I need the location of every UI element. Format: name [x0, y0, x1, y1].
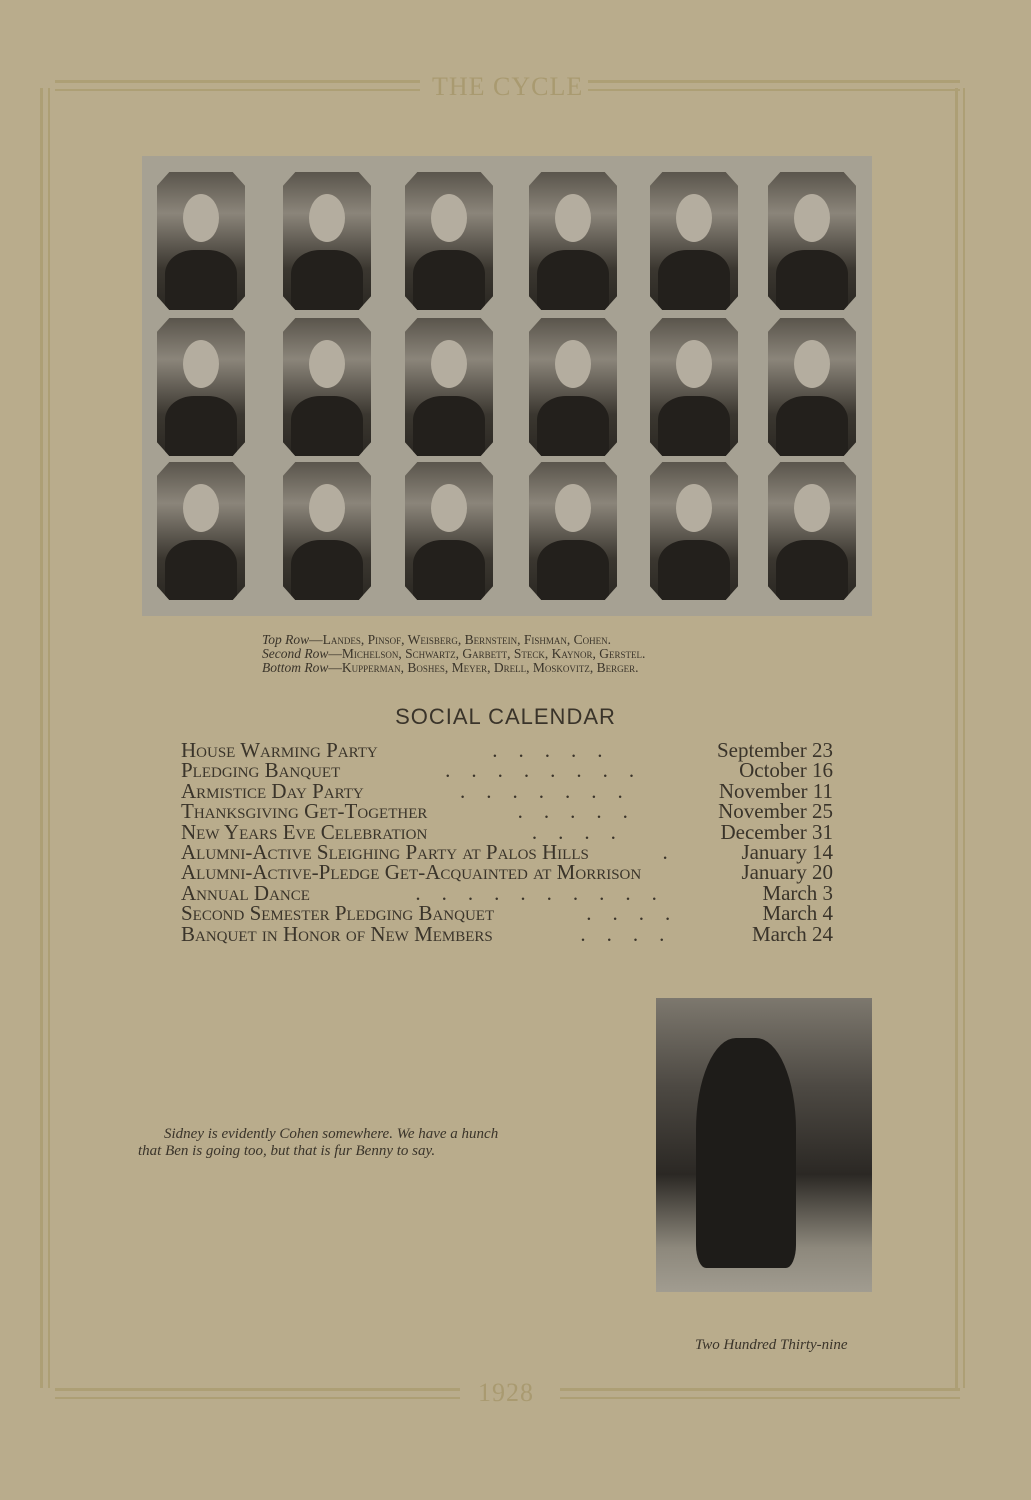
portrait-berger: [768, 462, 856, 600]
dot-leader: . . . . .: [492, 738, 603, 762]
dot-leader: . . . . . . . .: [445, 758, 635, 783]
caption-line: Top Row—Landes, Pinsof, Weisberg, Bernstein, Fishman, Cohen.: [262, 632, 612, 647]
calendar-event: [181, 819, 833, 844]
portrait-kaynor: [650, 318, 738, 456]
event-name: Thanksgiving Get-Together: [181, 799, 428, 824]
event-name: Alumni-Active-Pledge Get-Acquainted at Morrison: [181, 860, 642, 885]
footer-rule-right: [560, 1388, 960, 1399]
portrait-landes: [157, 172, 245, 310]
portrait-schwartz: [283, 318, 371, 456]
footer-rule-left: [55, 1388, 460, 1399]
calendar-event: [181, 740, 833, 760]
snapshot-caption: [138, 1126, 588, 1160]
dot-leader: . . . . . . .: [459, 778, 623, 803]
calendar-event: [181, 778, 833, 803]
event-date: January 14: [741, 840, 833, 865]
portrait-pinsof: [283, 172, 371, 310]
dot-leader: . . . .: [580, 921, 665, 946]
portrait-michelson: [157, 318, 245, 456]
event-date: September 23: [716, 738, 833, 762]
caption-line: Second Row—Michelson, Schwartz, Garbett, Steck, Kaynor, Gerstel.: [262, 646, 646, 661]
header-rule-right: [588, 80, 960, 91]
portrait-fishman: [650, 172, 738, 310]
event-date: November 11: [718, 778, 833, 803]
portrait-kupperman: [157, 462, 245, 600]
calendar-event: [181, 901, 833, 926]
event-date: December 31: [720, 819, 833, 844]
event-date: January 20: [741, 860, 833, 885]
event-name: Pledging Banquet: [181, 758, 341, 783]
event-name: Alumni-Active Sleighing Party at Palos Hills: [181, 840, 589, 865]
dot-leader: . . . . . . . . . .: [415, 880, 657, 905]
snapshot-photo: [656, 998, 872, 1292]
event-name: Banquet in Honor of New Members: [181, 921, 493, 946]
event-name: Second Semester Pledging Banquet: [181, 901, 495, 926]
event-name: New Years Eve Celebration: [181, 819, 428, 844]
dot-leader: . . . .: [586, 901, 671, 926]
caption-line: Bottom Row—Kupperman, Boshes, Meyer, Drell, Moskovitz, Berger.: [262, 660, 639, 675]
calendar-title: SOCIAL CALENDAR: [395, 704, 616, 729]
page-number: Two Hundred Thirty-nine: [695, 1337, 848, 1353]
portrait-meyer: [405, 462, 493, 600]
quote-line: that Ben is going too, but that is fur Benny to say.: [138, 1143, 436, 1159]
dot-leader: . . . .: [531, 819, 616, 844]
quote-line: Sidney is evidently Cohen somewhere. We have a hunch: [164, 1126, 499, 1142]
calendar-list: [181, 740, 833, 944]
portrait-moskovitz: [650, 462, 738, 600]
dot-leader: [641, 862, 741, 882]
dot-leader: .: [662, 840, 668, 865]
event-date: November 25: [718, 799, 833, 824]
border-right: [955, 88, 965, 1388]
event-date: March 3: [762, 880, 833, 905]
event-name: Annual Dance: [181, 880, 310, 905]
calendar-event: [181, 840, 833, 865]
event-name: House Warming Party: [181, 738, 378, 762]
portrait-gerstel: [768, 318, 856, 456]
portrait-cohen: [768, 172, 856, 310]
portrait-garbett: [405, 318, 493, 456]
border-left: [40, 88, 50, 1388]
header-rule-left: [55, 80, 420, 91]
calendar-event: [181, 880, 833, 905]
calendar-event: [181, 758, 833, 783]
dot-leader: . . . . .: [517, 799, 628, 824]
footer-year: 1928: [478, 1378, 534, 1407]
calendar-event: [181, 860, 833, 885]
calendar-event: [181, 799, 833, 824]
portrait-caption: [262, 633, 645, 675]
event-name: Armistice Day Party: [181, 778, 364, 803]
portrait-steck: [529, 318, 617, 456]
event-date: March 24: [751, 921, 833, 946]
event-date: March 4: [762, 901, 833, 926]
event-date: October 16: [739, 758, 833, 783]
header-title: THE CYCLE: [432, 72, 584, 101]
portrait-boshes: [283, 462, 371, 600]
portrait-weisberg: [405, 172, 493, 310]
portrait-grid: [142, 156, 872, 616]
portrait-bernstein: [529, 172, 617, 310]
calendar-event: [181, 921, 833, 946]
portrait-drell: [529, 462, 617, 600]
